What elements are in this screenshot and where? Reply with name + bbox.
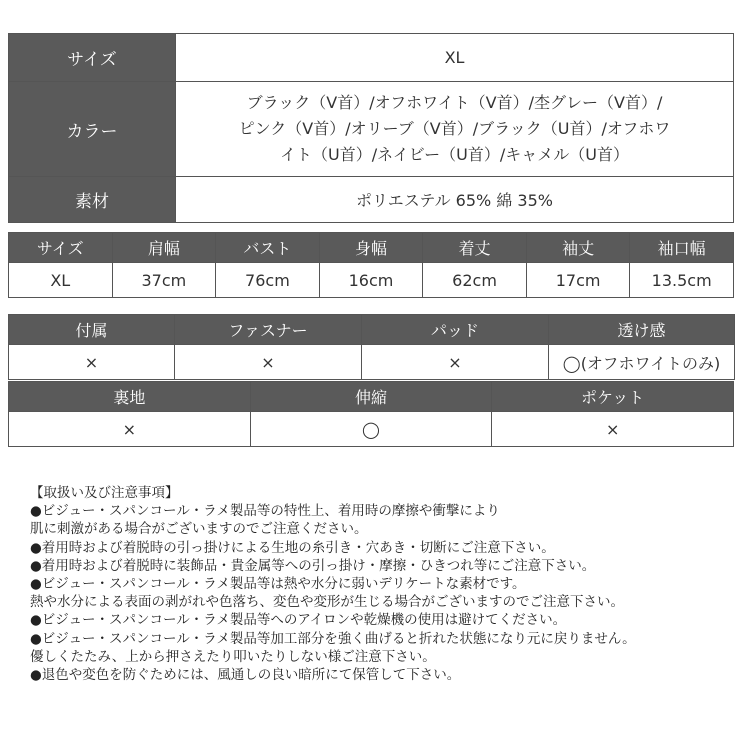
material-row	[9, 177, 734, 223]
header-zipper: ファスナー	[175, 315, 362, 345]
color-label: カラー	[9, 82, 176, 177]
color-value	[176, 82, 734, 177]
size-label: サイズ	[9, 34, 176, 82]
header-bust: バスト	[216, 233, 320, 263]
value-body-width: 16cm	[319, 263, 423, 298]
color-line: ブラック（V首）/オフホワイト（V首）/杢グレー（V首）/	[246, 93, 663, 112]
value-zipper: ×	[175, 345, 362, 380]
value-bust: 76cm	[216, 263, 320, 298]
header-cuff-width: 袖口幅	[630, 233, 734, 263]
value-pocket: ×	[492, 412, 734, 447]
measurement-value-row	[9, 263, 734, 298]
measurement-table	[8, 232, 734, 298]
header-length: 着丈	[423, 233, 527, 263]
note-line: 肌に刺激がある場合がございますのでご注意ください。	[30, 521, 368, 538]
size-row	[9, 34, 734, 82]
value-length: 62cm	[423, 263, 527, 298]
note-line: ●ビジュー・スパンコール・ラメ製品等加工部分を強く曲げると折れた状態になり元に戻りません。	[30, 630, 636, 647]
spec-table	[8, 33, 734, 223]
note-line: ●ビジュー・スパンコール・ラメ製品等の特性上、着用時の摩擦や衝撃により	[30, 503, 500, 520]
value-accessories: ×	[9, 345, 175, 380]
header-stretch: 伸縮	[250, 382, 492, 412]
color-line: イト（U首）/ネイビー（U首）/キャメル（U首）	[280, 145, 629, 164]
features2-header-row	[9, 382, 734, 412]
features1-header-row	[9, 315, 735, 345]
value-stretch: ◯	[250, 412, 492, 447]
note-line: ●ビジュー・スパンコール・ラメ製品等は熱や水分に弱いデリケートな素材です。	[30, 576, 526, 593]
value-pad: ×	[362, 345, 549, 380]
value-cuff-width: 13.5cm	[630, 263, 734, 298]
value-sleeve-length: 17cm	[526, 263, 630, 298]
note-line: 優しくたたみ、上から押さえたり叩いたりしない様ご注意下さい。	[30, 648, 436, 665]
value-lining: ×	[9, 412, 251, 447]
care-notes	[30, 484, 730, 684]
size-value: XL	[176, 34, 734, 82]
note-line: ●退色や変色を防ぐためには、風通しの良い暗所にて保管して下さい。	[30, 667, 461, 684]
features-table-1	[8, 314, 735, 380]
header-pad: パッド	[362, 315, 549, 345]
note-line: ●着用時および着脱時に装飾品・貴金属等への引っ掛け・摩擦・ひきつれ等にご注意下さい。	[30, 557, 596, 574]
note-line: ●ビジュー・スパンコール・ラメ製品等へのアイロンや乾燥機の使用は避けてください。	[30, 612, 567, 629]
material-value: ポリエステル 65% 綿 35%	[176, 177, 734, 223]
note-line: ●着用時および着脱時の引っ掛けによる生地の糸引き・穴あき・切断にご注意下さい。	[30, 539, 555, 556]
header-shoulder: 肩幅	[112, 233, 216, 263]
header-sheerness: 透け感	[549, 315, 735, 345]
value-size: XL	[9, 263, 113, 298]
color-row	[9, 82, 734, 177]
header-size: サイズ	[9, 233, 113, 263]
header-body-width: 身幅	[319, 233, 423, 263]
value-shoulder: 37cm	[112, 263, 216, 298]
note-line: 熱や水分による表面の剥がれや色落ち、変色や変形が生じる場合がございますのでご注意下さい。	[30, 594, 624, 611]
material-label: 素材	[9, 177, 176, 223]
color-line: ピンク（V首）/オリーブ（V首）/ブラック（U首）/オフホワ	[238, 119, 671, 138]
features2-value-row	[9, 412, 734, 447]
header-lining: 裏地	[9, 382, 251, 412]
measurement-header-row	[9, 233, 734, 263]
value-sheerness: ◯(オフホワイトのみ)	[549, 345, 735, 380]
header-sleeve-length: 袖丈	[526, 233, 630, 263]
header-pocket: ポケット	[492, 382, 734, 412]
header-accessories: 付属	[9, 315, 175, 345]
features1-value-row	[9, 345, 735, 380]
features-table-2	[8, 381, 734, 447]
notes-heading: 【取扱い及び注意事項】	[30, 485, 179, 501]
